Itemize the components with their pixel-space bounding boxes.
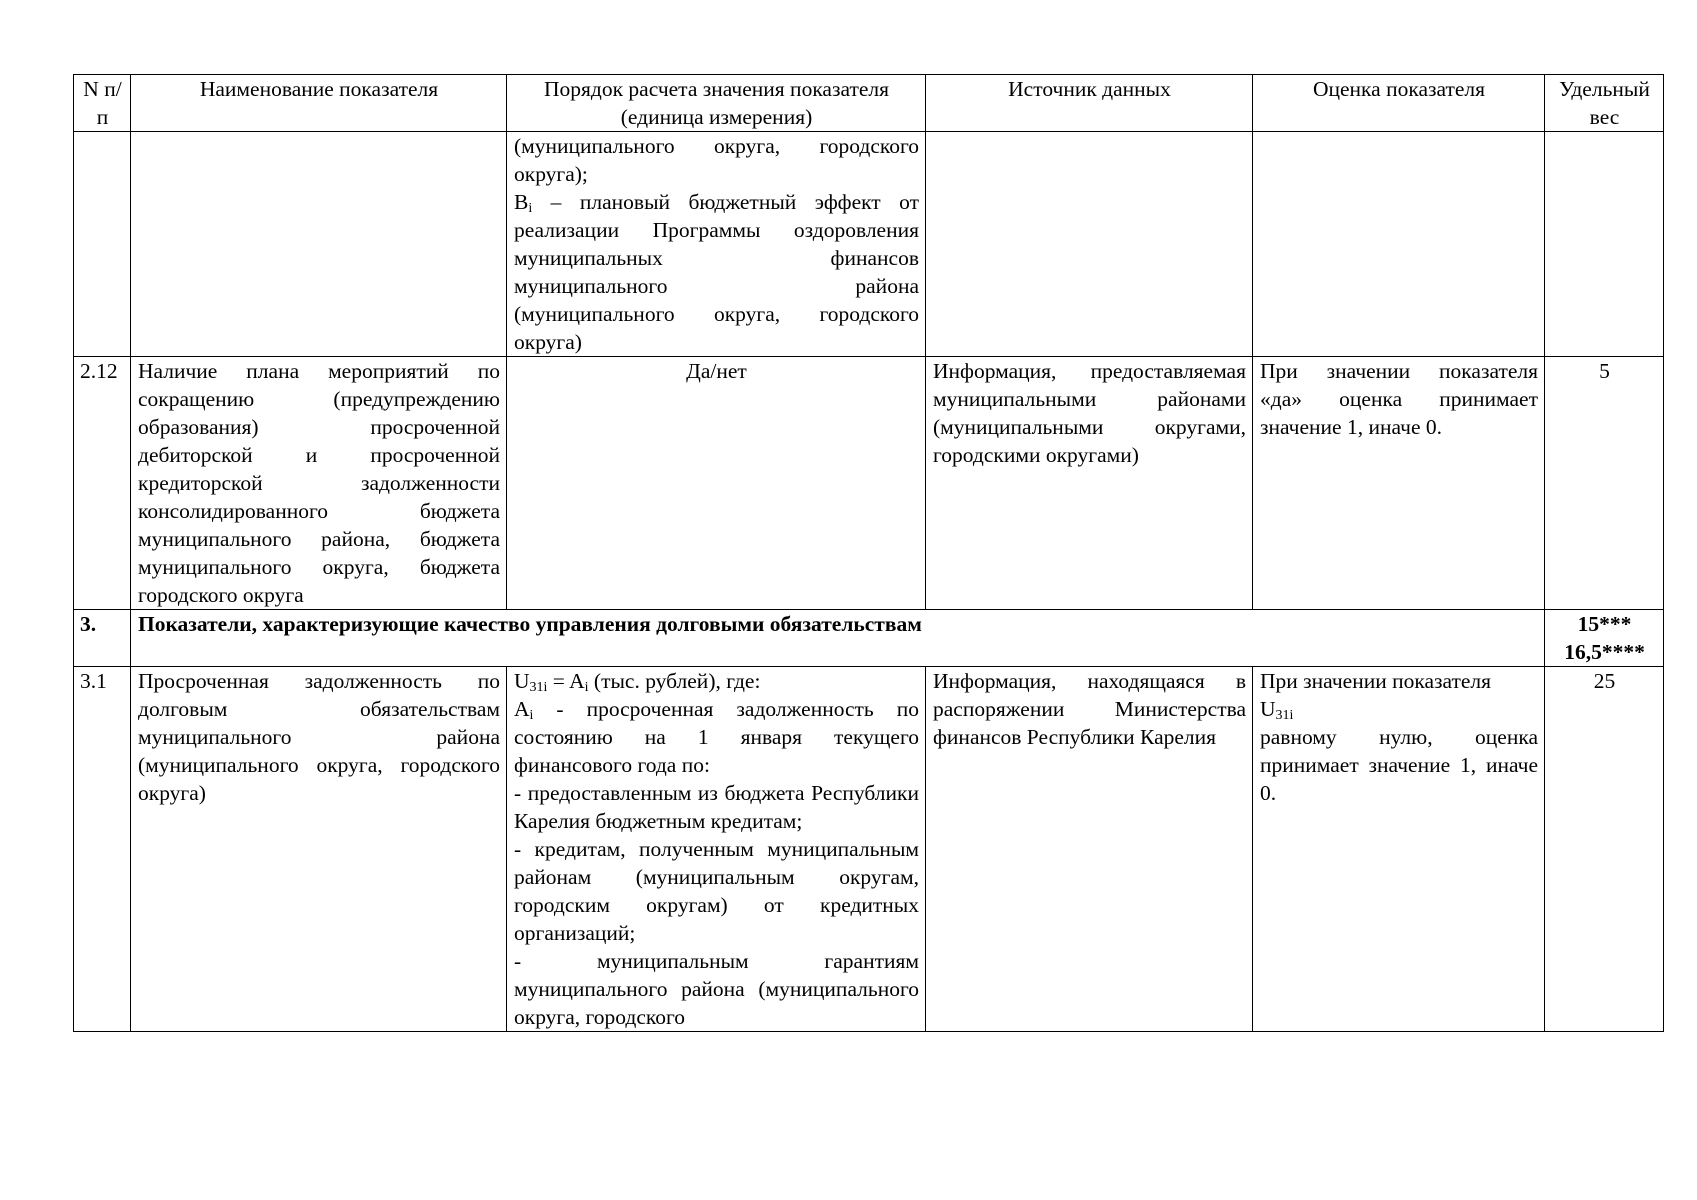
indicator-name: Наличие плана мероприятий по сокращению (предупреждению образования) просроченной дебиторской и просроченной кредиторской задолженности консолидированного бюджета муниципального района, бюджета муниципального округа, бюджета городского округа bbox=[131, 357, 507, 610]
cont-weight-cell bbox=[1545, 132, 1664, 357]
row-number: 2.12 bbox=[74, 357, 131, 610]
cont-eval-cell bbox=[1253, 132, 1545, 357]
cont-source-cell bbox=[926, 132, 1253, 357]
cont-calc-line: (муниципального округа, городского bbox=[514, 134, 919, 158]
formula-u-subscript: 31i bbox=[529, 680, 548, 695]
formula-a-subscript: i bbox=[584, 680, 589, 695]
cont-calc-line: реализации Программы оздоровления bbox=[514, 218, 919, 242]
section-weight-2: 16,5**** bbox=[1564, 640, 1645, 664]
formula-rest: (тыс. рублей), где: bbox=[588, 669, 761, 693]
table-header-row bbox=[74, 75, 1664, 132]
eval-u-subscript: 31i bbox=[1275, 708, 1294, 723]
header-number: N п/п bbox=[74, 75, 131, 132]
calc-method: Да/нет bbox=[507, 357, 926, 610]
debt-item: - кредитам, полученным муниципальным районам (муниципальным округам, городским округам) от кредитных организаций; bbox=[514, 837, 919, 945]
debt-item: - муниципальным гарантиям муниципального района (муниципального округа, городского bbox=[514, 949, 919, 1029]
formula-eq: = A bbox=[547, 669, 585, 693]
table-row-2-12 bbox=[74, 357, 1664, 610]
header-weight: Удельный вес bbox=[1545, 75, 1664, 132]
indicator-evaluation: При значении показателя «да» оценка принимает значение 1, иначе 0. bbox=[1253, 357, 1545, 610]
calc-method bbox=[507, 667, 926, 1032]
b-symbol: B bbox=[514, 190, 529, 214]
debt-item: - предоставленным из бюджета Республики Карелия бюджетным кредитам; bbox=[514, 781, 919, 833]
cont-calc-line: муниципальных финансов bbox=[514, 246, 919, 270]
formula-line bbox=[514, 667, 919, 695]
table-row-continuation bbox=[74, 132, 1664, 357]
eval-u: U bbox=[1260, 697, 1276, 721]
a-definition bbox=[514, 695, 919, 779]
section-title: Показатели, характеризующие качество управления долговыми обязательствам bbox=[131, 610, 1545, 667]
indicator-name: Просроченная задолженность по долговым обязательствам муниципального района (муниципального округа, городского округа) bbox=[131, 667, 507, 1032]
header-source: Источник данных bbox=[926, 75, 1253, 132]
header-calc: Порядок расчета значения показателя (единица измерения) bbox=[507, 75, 926, 132]
section-number: 3. bbox=[74, 610, 131, 667]
row-number: 3.1 bbox=[74, 667, 131, 1032]
b-description: – плановый бюджетный эффект от bbox=[532, 190, 919, 214]
formula-u: U bbox=[514, 669, 530, 693]
cont-calc-line: округа); bbox=[514, 162, 588, 186]
cont-number-cell bbox=[74, 132, 131, 357]
section-weight-1: 15*** bbox=[1577, 612, 1632, 636]
indicator-table bbox=[73, 74, 1664, 1032]
indicator-weight: 25 bbox=[1545, 667, 1664, 1032]
eval-pre: При значении показателя bbox=[1260, 669, 1492, 693]
header-name: Наименование показателя bbox=[131, 75, 507, 132]
header-eval: Оценка показателя bbox=[1253, 75, 1545, 132]
indicator-weight: 5 bbox=[1545, 357, 1664, 610]
cont-calc-cell bbox=[507, 132, 926, 357]
cont-calc-line: муниципального района bbox=[514, 274, 919, 298]
b-subscript: i bbox=[528, 201, 533, 216]
cont-name-cell bbox=[131, 132, 507, 357]
cont-calc-b-line bbox=[514, 188, 919, 216]
a-text: - просроченная задолженность по состоянию на 1 января текущего финансового года по: bbox=[514, 697, 919, 777]
eval-symbol bbox=[1260, 695, 1538, 723]
eval-post: равному нулю, оценка принимает значение 1, иначе 0. bbox=[1260, 725, 1538, 805]
cont-calc-line: округа) bbox=[514, 330, 582, 354]
a-symbol: A bbox=[514, 697, 530, 721]
indicator-evaluation bbox=[1253, 667, 1545, 1032]
data-source: Информация, предоставляемая муниципальными районами (муниципальными округами, городскими округами) bbox=[926, 357, 1253, 610]
cont-calc-line: (муниципального округа, городского bbox=[514, 302, 919, 326]
data-source: Информация, находящаяся в распоряжении Министерства финансов Республики Карелия bbox=[926, 667, 1253, 1032]
section-row-3 bbox=[74, 610, 1664, 667]
table-row-3-1 bbox=[74, 667, 1664, 1032]
a-subscript: i bbox=[529, 708, 534, 723]
section-weight bbox=[1545, 610, 1664, 667]
